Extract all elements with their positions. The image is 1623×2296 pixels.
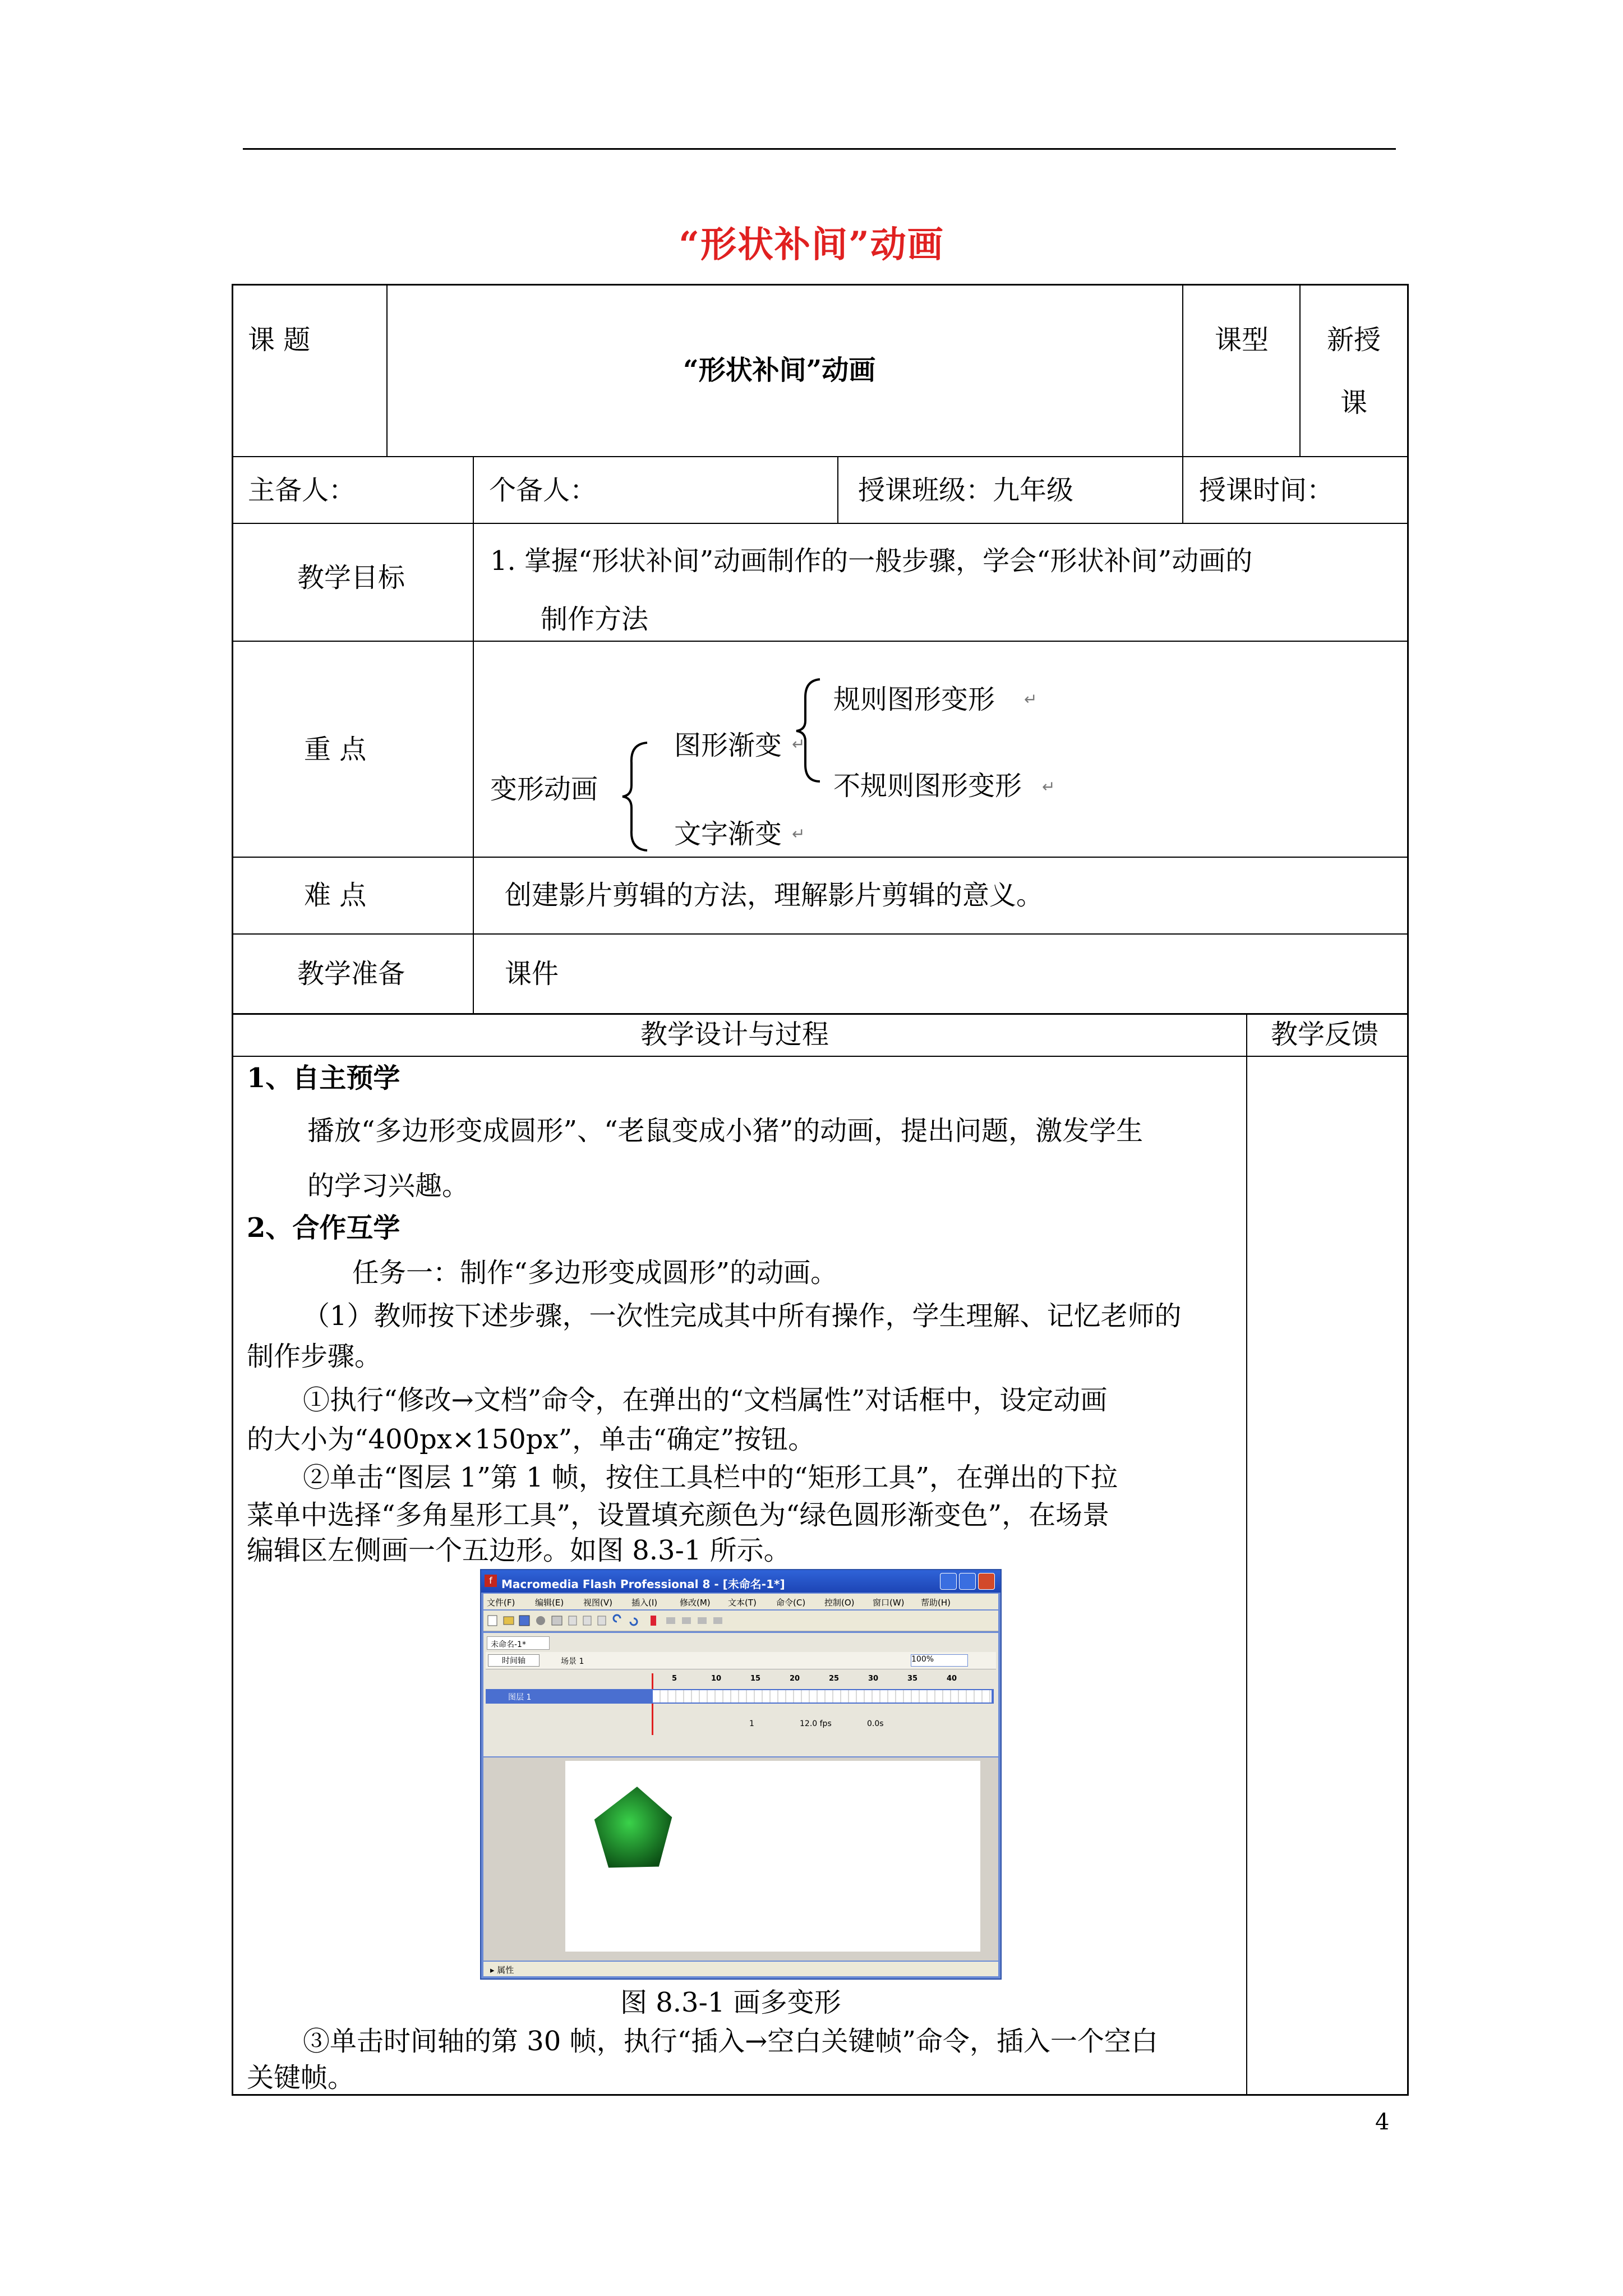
key-tree [474,642,1055,855]
main-toolbar [483,1611,998,1631]
grid-line [232,456,1409,457]
grid-line [1299,284,1301,457]
grid-line [232,933,1409,935]
table-border-bottom [232,2094,1409,2096]
goals-line-1: 1. 掌握“形状补间”动画制作的一般步骤，学会“形状补间”动画的 [490,545,1253,577]
lesson-type-label: 课型 [1215,324,1269,356]
grid-line [1182,456,1183,523]
tree-branch-1: 图形渐变 [674,730,782,761]
zoom-field[interactable]: 100% [911,1654,968,1667]
document-panel [483,1633,998,1756]
menu-item-file[interactable]: 文件(F) [487,1598,515,1608]
figure-caption: 图 8.3-1 画多变形 [620,1987,841,2018]
return-mark: ↵ [792,735,805,753]
feedback-header: 教学反馈 [1271,1019,1379,1050]
teaching-time: 授课时间： [1199,475,1334,506]
frame-tick: 25 [829,1674,840,1683]
menu-item-view[interactable]: 视图(V) [583,1598,612,1608]
grid-line [386,284,388,457]
frame-tick: 35 [907,1674,918,1683]
teaching-class: 授课班级：九年级 [858,475,1074,506]
goals-label: 教学目标 [297,562,405,593]
properties-bar[interactable] [483,1962,998,1976]
table-border-top [232,284,1409,286]
para-1-line-2: 制作步骤。 [247,1341,382,1372]
menu-item-edit[interactable]: 编辑(E) [535,1598,564,1608]
frame-tick: 40 [947,1674,957,1683]
return-mark: ↵ [792,825,805,843]
topic-label: 课 题 [248,324,311,356]
grid-line [232,1056,1409,1057]
goals-line-2: 制作方法 [541,604,649,635]
personal-preparer: 个备人： [489,475,597,506]
grid-line [473,523,474,1014]
layer-frames [653,1690,992,1703]
timeline-header [486,1652,996,1669]
step-3-line-2: 关键帧。 [247,2062,355,2093]
return-mark: ↵ [1024,690,1038,708]
frame-tick: 10 [711,1674,722,1683]
difficulty-text: 创建影片剪辑的方法，理解影片剪辑的意义。 [505,880,1044,911]
timeline-footer [486,1717,994,1732]
frame-tick: 20 [790,1674,800,1683]
step-2-line-1: ②单击“图层 1”第 1 帧，按住工具栏中的“矩形工具”，在弹出的下拉 [303,1462,1118,1493]
grid-line [232,523,1409,524]
brace-small [790,677,823,784]
pentagon-shape [588,1783,677,1879]
lesson-type-value: 新授 [1327,324,1381,356]
toolbar-icons [487,1614,891,1627]
step-2-line-2: 菜单中选择“多角星形工具”，设置填充颜色为“绿色圆形渐变色”，在场景 [247,1499,1110,1531]
prep-text: 课件 [505,958,559,990]
layer-row[interactable] [486,1689,994,1704]
task-1: 任务一：制作“多边形变成圆形”的动画。 [352,1257,838,1289]
close-button[interactable] [978,1573,995,1590]
timeline-ruler [652,1673,994,1686]
tree-branch-2: 文字渐变 [674,818,782,850]
document-tab-label: 未命名-1* [491,1640,526,1649]
frame-tick: 15 [750,1674,761,1683]
grid-line [473,456,474,523]
section-1-para: 播放“多边形变成圆形”、“老鼠变成小猪”的动画，提出问题，激发学生 [307,1115,1144,1147]
menu-item-window[interactable]: 窗口(W) [873,1598,905,1608]
page-number: 4 [1375,2109,1390,2135]
frame-tick: 30 [868,1674,879,1683]
para-1-line-1: （1）教师按下述步骤，一次性完成其中所有操作，学生理解、记忆老师的 [303,1300,1182,1332]
grid-line [232,1013,1409,1015]
flash-logo-icon: f [485,1575,497,1587]
grid-line [232,641,1409,642]
minimize-button[interactable] [940,1573,957,1590]
menu-item-control[interactable]: 控制(O) [824,1598,855,1608]
grid-line [1246,1013,1247,2096]
document-tab[interactable] [487,1636,550,1650]
topic-value: “形状补间”动画 [683,355,876,386]
maximize-button[interactable] [959,1573,976,1590]
step-1-line-1: ①执行“修改→文档”命令，在弹出的“文档属性”对话框中，设定动画 [303,1384,1108,1416]
properties-label: ▸ 属性 [490,1965,514,1975]
step-3-line-1: ③单击时间轴的第 30 帧，执行“插入→空白关键帧”命令，插入一个空白 [303,2026,1158,2057]
section-1-title: 1、自主预学 [247,1062,400,1094]
menu-item-modify[interactable]: 修改(M) [680,1598,711,1608]
grid-line [232,857,1409,858]
section-2-title: 2、合作互学 [247,1212,400,1244]
timeline-button[interactable]: 时间轴 [488,1654,540,1667]
section-1-para-2: 的学习兴趣。 [307,1170,469,1202]
menu-bar [483,1594,998,1609]
window-title: Macromedia Flash Professional 8 - [未命名-1*] [501,1577,785,1591]
current-frame: 1 [749,1719,754,1728]
brace-large [619,740,653,853]
step-2-line-3: 编辑区左侧画一个五边形。如图 8.3-1 所示。 [247,1535,791,1566]
tree-leaf-2: 不规则图形变形 [833,770,1022,802]
table-border-left [232,284,233,2096]
window-titlebar [481,1570,1000,1593]
design-header: 教学设计与过程 [640,1019,829,1050]
stage-canvas[interactable] [565,1761,980,1952]
grid-line [837,456,838,523]
table-border-right [1407,284,1409,2096]
tree-leaf-1: 规则图形变形 [833,684,995,715]
header-rule [243,148,1396,150]
tree-root: 变形动画 [490,774,598,805]
menu-item-insert[interactable]: 插入(I) [631,1598,658,1608]
return-mark: ↵ [1042,777,1055,796]
frame-rate: 12.0 fps [800,1719,832,1728]
step-1-line-2: 的大小为“400px×150px”，单击“确定”按钮。 [247,1424,815,1455]
flash-screenshot [480,1569,1002,1980]
menu-item-text[interactable]: 文本(T) [728,1598,757,1608]
grid-line [1182,284,1183,457]
prep-label: 教学准备 [297,958,405,990]
main-preparer: 主备人： [248,475,356,506]
frame-tick: 5 [672,1674,677,1683]
difficulty-label: 难 点 [304,880,367,911]
lesson-type-value-2: 课 [1340,387,1368,418]
menu-item-help[interactable]: 帮助(H) [921,1598,951,1608]
elapsed-time: 0.0s [867,1719,884,1728]
menu-item-command[interactable]: 命令(C) [776,1598,806,1608]
key-label: 重 点 [304,734,367,765]
layer-name: 图层 1 [508,1693,532,1702]
page-title: “形状补间”动画 [679,224,944,266]
scene-label: 场景 1 [561,1657,584,1666]
